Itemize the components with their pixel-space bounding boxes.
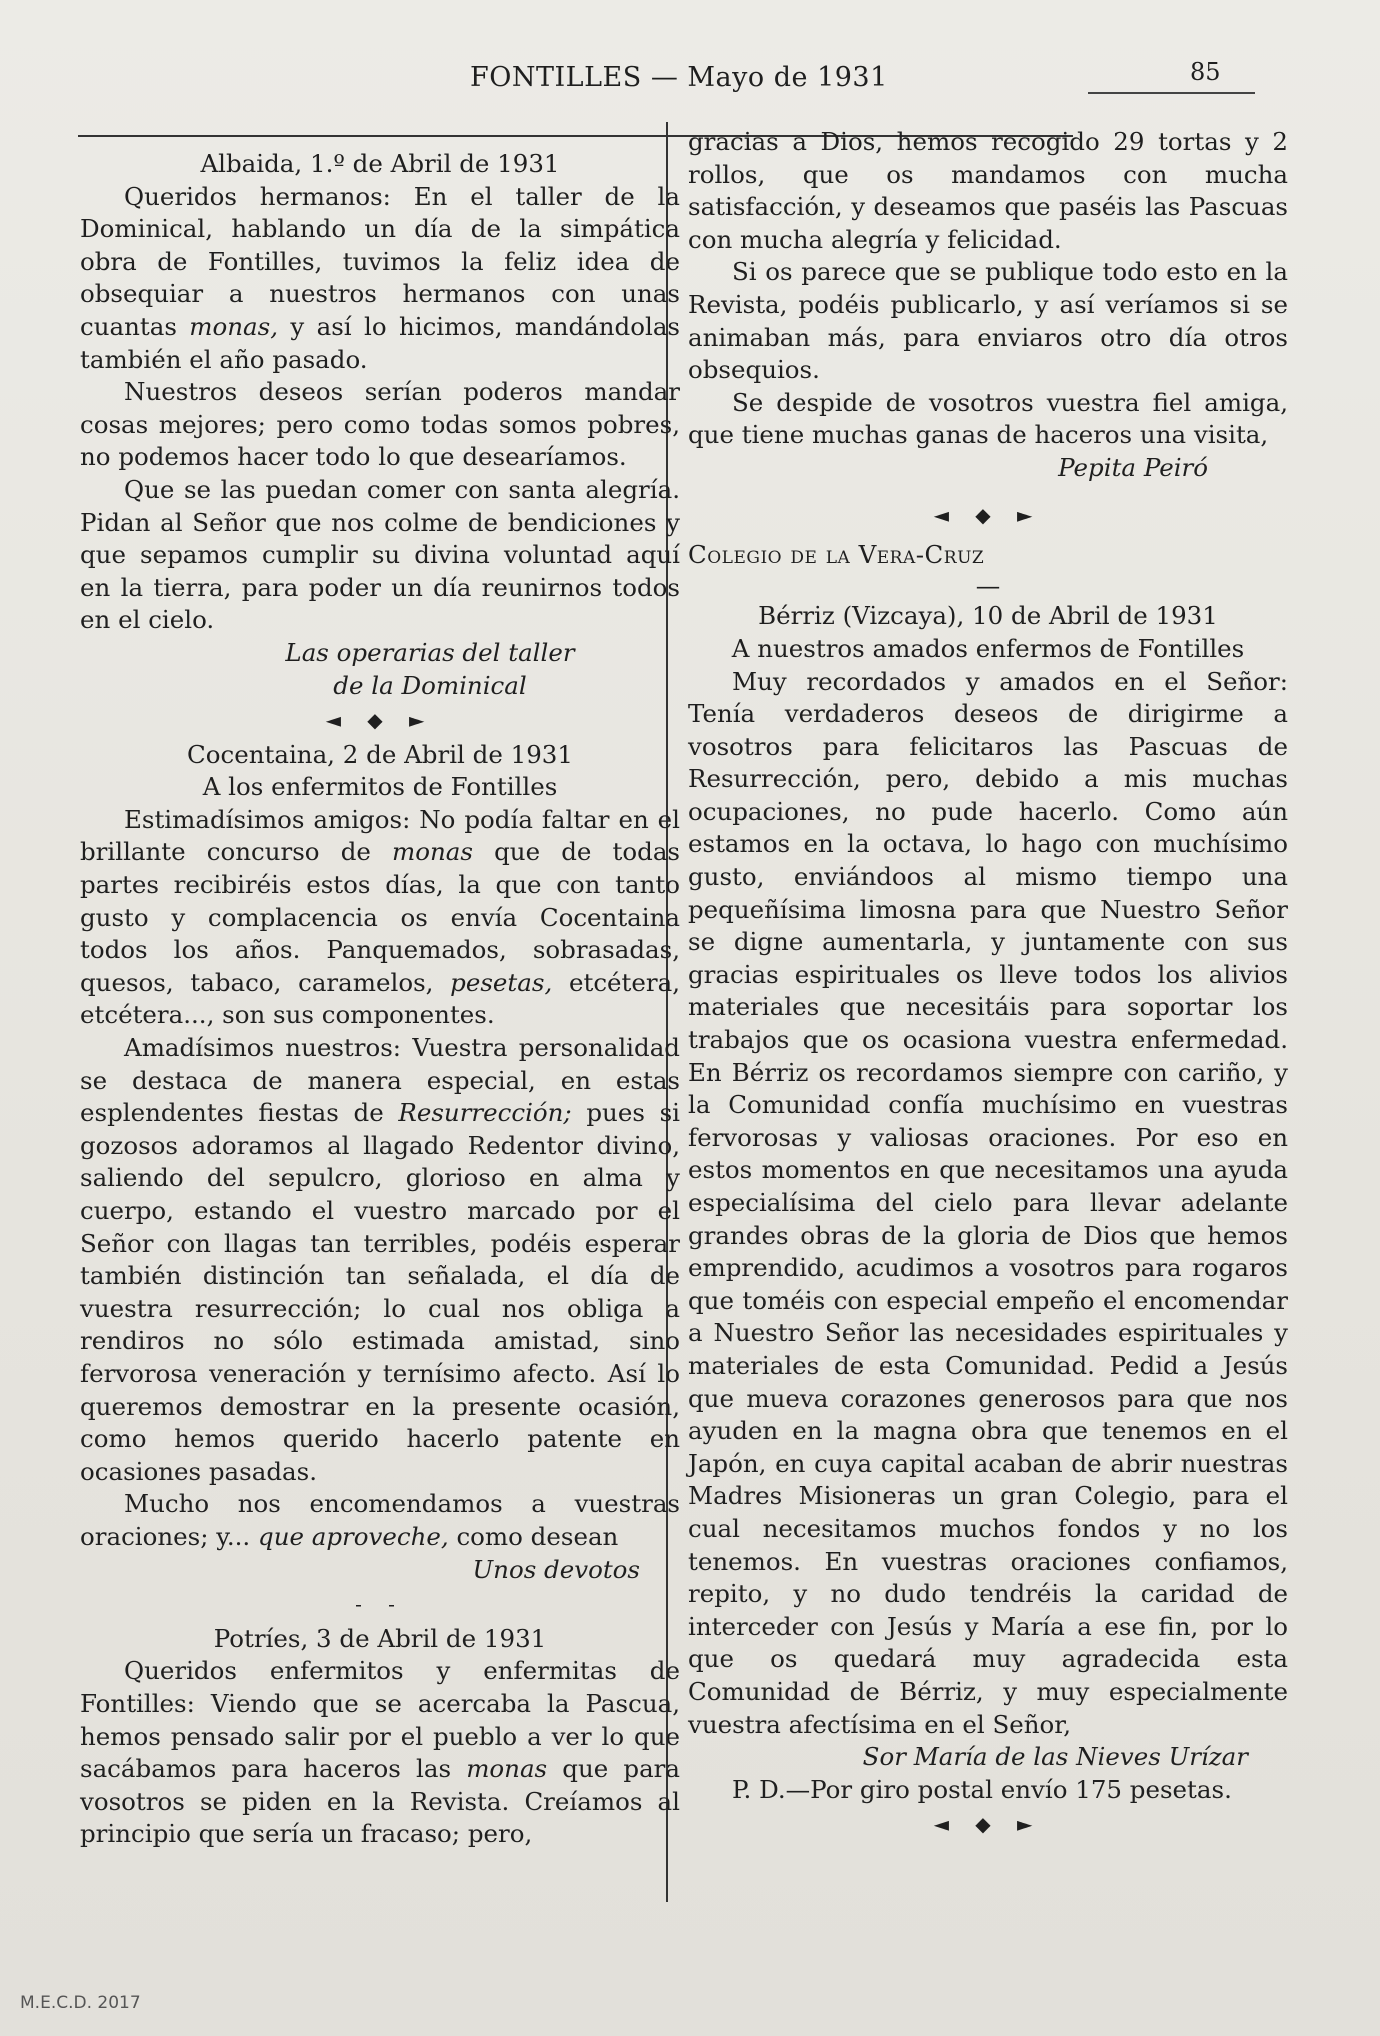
- albaida-paragraph-2: Nuestros deseos serían poderos mandar cosas mejores; pero como todas somos pobres, no podemos hacer todo lo que desearíamos.: [80, 377, 680, 472]
- cocentaina-dateline: Cocentaina, 2 de Abril de 1931: [187, 739, 573, 769]
- cocentaina-salutation: A los enfermitos de Fontilles: [202, 772, 558, 802]
- vera-cruz-dateline: Bérriz (Vizcaya), 10 de Abril de 1931: [758, 601, 1218, 631]
- page-number: 85: [1190, 58, 1221, 86]
- potries-continued-paragraph-2: Si os parece que se publique todo esto en la Revista, podéis publicarlo, y así veríamos si se animaban más, para enviaros otro día otros obsequios.: [688, 257, 1288, 385]
- header-rule-right: [1088, 92, 1255, 94]
- cocentaina-paragraph-1: Estimadísimos amigos: No podía faltar en el brillante concurso de monas que de todas partes recibiréis estos días, la que con tanto gusto y complacencia os envía Cocentaina todos los años. Panquemados, sobrasadas, quesos, tabaco, caramelos, pesetas, etcétera, etcétera..., son sus componentes.: [80, 804, 681, 1030]
- heading-dash: —: [975, 570, 1001, 600]
- potries-signature: Pepita Peiró: [1058, 452, 1208, 482]
- vera-cruz-heading: Colegio de la Vera-Cruz: [688, 540, 985, 570]
- albaida-dateline: Albaida, 1.º de Abril de 1931: [200, 149, 560, 178]
- cocentaina-paragraph-3: Mucho nos encomendamos a vuestras oraciones; y... que aproveche, como desean: [80, 1489, 680, 1551]
- section-separator: - -: [355, 1592, 405, 1617]
- cocentaina-signature: Unos devotos: [472, 1554, 640, 1584]
- vera-cruz-paragraph-1: Muy recordados y amados en el Señor: Tenía verdaderos deseos de dirigirme a vosotros para felicitaros las Pascuas de Resurrección, pero, debido a mis muchas ocupaciones, no pude hacerlo. Como aún estamos en la octava, lo hago con muchísimo gusto, enviándoos al mismo tiempo una pequeñísima limosna para que Nuestro Señor se digne aumentarla, y juntamente con sus gracias espirituales os lleve todos los alivios materiales que necesitáis para soportar los trabajos que os ocasiona vuestra enfermedad. En Bérriz os recordamos siempre con cariño, y la Comunidad confía muchísimo en vuestras fervorosas y valiosas oraciones. Por eso en estos momentos en que necesitamos una ayuda especialísima del cielo para llevar adelante grandes obras de la gloria de Dios que hemos emprendido, acudimos a vosotros para rogaros que toméis con especial empeño el encomendar a Nuestro Señor las necesidades espirituales y materiales de esta Comunidad. Pedid a Jesús que mueva corazones generosos para que nos ayuden en la magna obra que tenemos en el Japón, en cuya capital acaban de abrir nuestras Madres Misioneras un gran Colegio, para el cual necesitamos muchos fondos y no los tenemos. En vuestras oraciones confiamos, repito, y no dudo tendréis la caridad de interceder con Jesús y María a ese fin, por lo que os quedará muy agradecida esta Comunidad de Bérriz, y muy especialmente vuestra afectísima en el Señor,: [688, 666, 1288, 1739]
- archive-watermark: M.E.C.D. 2017: [20, 1993, 141, 2013]
- albaida-paragraph-3: Que se las puedan comer con santa alegría. Pidan al Señor que nos colme de bendiciones y que sepamos cumplir su divina voluntad aquí en la tierra, para poder un día reunirnos todos en el cielo.: [80, 474, 680, 635]
- vera-cruz-salutation: A nuestros amados enfermos de Fontilles: [731, 633, 1245, 663]
- albaida-paragraph-1: Queridos hermanos: En el taller de la Dominical, hablando un día de la simpática obra de Fontilles, tuvimos la feliz idea de obsequiar a nuestros hermanos con unas cuantas monas, y así lo hicimos, mandándolas también el año pasado.: [80, 181, 680, 374]
- potries-continued-paragraph-1: gracias a Dios, hemos recogido 29 tortas y 2 rollos, que os mandamos con mucha satisfacción, y deseamos que paséis las Pascuas con mucha alegría y felicidad.: [688, 127, 1288, 254]
- potries-paragraph-1: Queridos enfermitos y enfermitas de Fontilles: Viendo que se acercaba la Pascua, hemos pensado salir por el pueblo a ver lo que sacábamos para haceros las monas que para vosotros se piden en la Revista. Creíamos al principio que sería un fracaso; pero,: [80, 1656, 680, 1849]
- right-column: [688, 126, 1288, 1843]
- vera-cruz-signature: Sor María de las Nieves Urízar: [862, 1742, 1248, 1772]
- albaida-signature-1: Las operarias del taller: [285, 637, 575, 667]
- vera-cruz-postscript: P. D.—Por giro postal envío 175 pesetas.: [732, 1774, 1232, 1804]
- running-header: FONTILLES — Mayo de 1931: [470, 62, 888, 93]
- left-column: [80, 148, 680, 1851]
- potries-dateline: Potríes, 3 de Abril de 1931: [213, 1623, 547, 1653]
- cocentaina-paragraph-2: Amadísimos nuestros: Vuestra personalidad se destaca de manera especial, en estas esplendentes fiestas de Resurrección; pues si gozosos adoramos al llagado Redentor divino, saliendo del sepulcro, glorioso en alma y cuerpo, estando el vuestro marcado por el Señor con llagas tan terribles, podéis esperar también distinción tan señalada, el día de vuestra resurrección; lo cual nos obliga a rendiros no sólo estimada amistad, sino fervorosa veneración y ternísimo afecto. Así lo queremos demostrar en la presente ocasión, como hemos querido hacerlo patente en ocasiones pasadas.: [80, 1033, 680, 1486]
- potries-continued-paragraph-3: Se despide de vosotros vuestra fiel amiga, que tiene muchas ganas de haceros una visita,: [688, 387, 1288, 450]
- albaida-signature-2: de la Dominical: [333, 670, 527, 700]
- section-separator: ◄ ◆ ►: [933, 1812, 1043, 1837]
- section-separator: ◄ ◆ ►: [933, 502, 1043, 527]
- section-separator: ◄ ◆ ►: [325, 708, 435, 733]
